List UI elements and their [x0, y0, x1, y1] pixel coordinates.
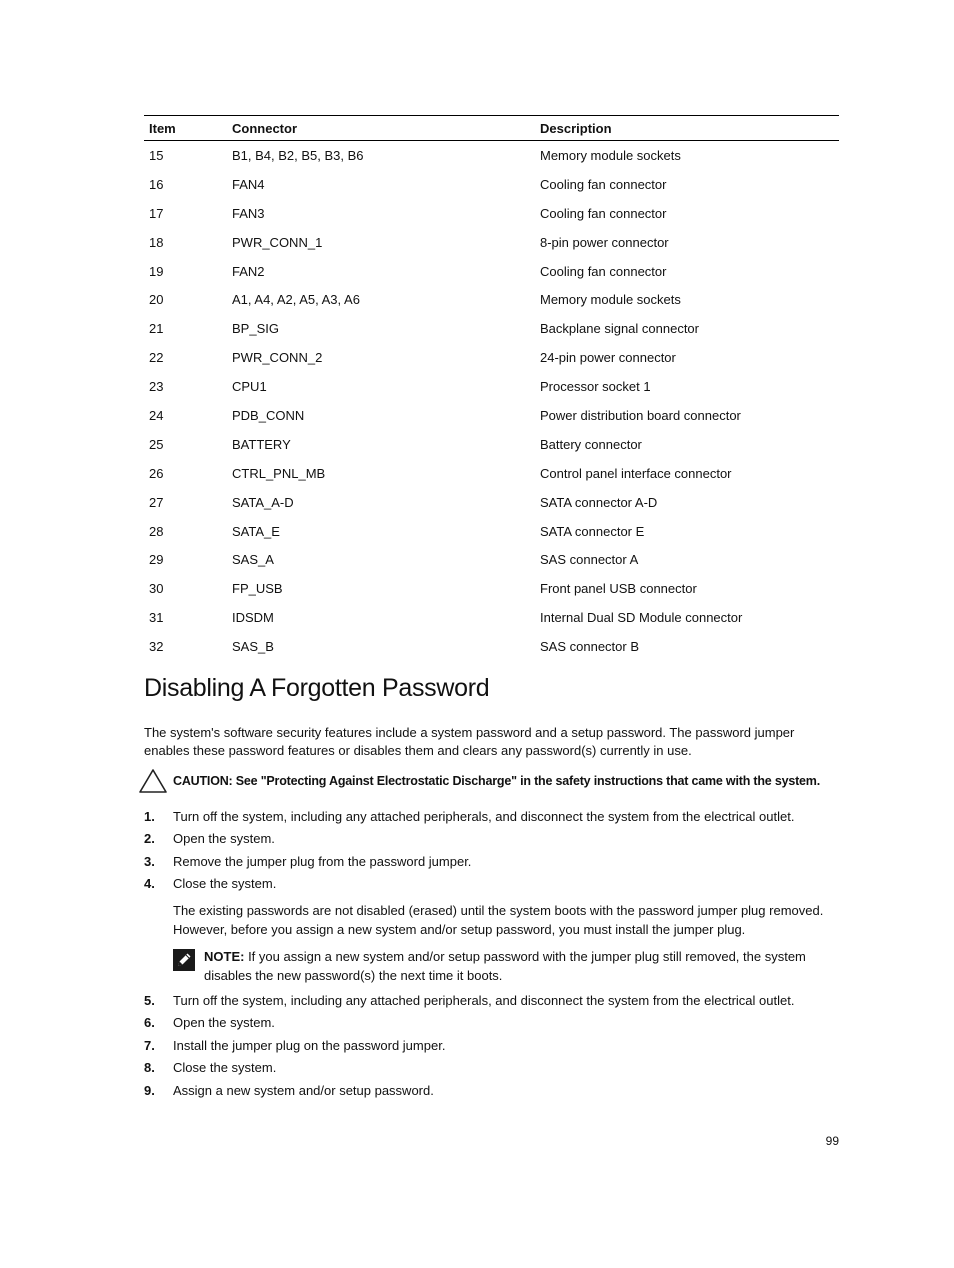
step-number: 9. — [144, 1082, 155, 1098]
cell-connector: SATA_E — [232, 523, 280, 539]
header-description: Description — [535, 116, 839, 141]
list-item — [144, 850, 839, 873]
step-text: Install the jumper plug on the password jumper. — [173, 1037, 446, 1053]
cell-description: SATA connector A-D — [540, 494, 658, 510]
table-header-row — [144, 116, 839, 141]
table-row — [144, 170, 839, 199]
connector-table — [144, 115, 839, 661]
section-title: Disabling A Forgotten Password — [144, 674, 490, 702]
cell-item: 27 — [149, 494, 164, 510]
cell-connector: CTRL_PNL_MB — [232, 465, 326, 481]
cell-item: 31 — [149, 610, 164, 626]
table-row — [144, 199, 839, 228]
cell-connector: FAN2 — [232, 263, 265, 279]
cell-item: 28 — [149, 523, 164, 539]
list-item — [144, 1012, 839, 1035]
cell-item: 22 — [149, 350, 164, 366]
cell-description: SAS connector B — [540, 639, 639, 655]
warning-triangle-icon — [138, 768, 168, 794]
step-text: Open the system. — [173, 831, 275, 847]
list-item — [144, 989, 839, 1012]
cell-connector: B1, B4, B2, B5, B3, B6 — [232, 147, 364, 163]
cell-connector: CPU1 — [232, 379, 267, 395]
table-row — [144, 632, 839, 661]
cell-connector: FAN4 — [232, 176, 265, 192]
cell-description: 8-pin power connector — [540, 234, 669, 250]
cell-description: Cooling fan connector — [540, 205, 667, 221]
note-text: If you assign a new system and/or setup password with the jumper plug still removed, the system disables the new password(s) the next time it boots. — [204, 949, 806, 983]
cell-description: Backplane signal connector — [540, 321, 699, 337]
cell-description: Internal Dual SD Module connector — [540, 610, 743, 626]
cell-description: Processor socket 1 — [540, 379, 651, 395]
table-row — [144, 401, 839, 430]
table-row — [144, 603, 839, 632]
cell-connector: PDB_CONN — [232, 407, 305, 423]
list-item — [144, 805, 839, 828]
cell-description: Battery connector — [540, 436, 642, 452]
cell-description: SATA connector E — [540, 523, 645, 539]
table-row — [144, 343, 839, 372]
table-row — [144, 257, 839, 286]
intro-paragraph: The system's software security features include a system password and a setup password. The password jumper enables these password features or disables them and clears any password(s) currently in use. — [144, 725, 795, 758]
cell-description: Memory module sockets — [540, 147, 681, 163]
step-text: Turn off the system, including any attached peripherals, and disconnect the system from the electrical outlet. — [173, 808, 795, 824]
note-pencil-icon — [173, 949, 195, 971]
cell-item: 17 — [149, 205, 164, 221]
cell-description: Cooling fan connector — [540, 263, 667, 279]
table-row — [144, 517, 839, 546]
step-number: 1. — [144, 808, 155, 824]
cell-description: Cooling fan connector — [540, 176, 667, 192]
step-text: Assign a new system and/or setup password. — [173, 1082, 434, 1098]
step-4-detail-text: The existing passwords are not disabled (erased) until the system boots with the password jumper plug removed. However, before you assign a new system and/or setup password, you must install the jumper plug. — [173, 903, 824, 937]
step-text: Open the system. — [173, 1015, 275, 1031]
cell-description: 24-pin power connector — [540, 350, 676, 366]
header-item: Item — [144, 116, 227, 141]
cell-connector: FP_USB — [232, 581, 283, 597]
cell-item: 16 — [149, 176, 164, 192]
table-body — [144, 141, 839, 662]
list-item — [144, 1057, 839, 1080]
table-row — [144, 430, 839, 459]
note-callout — [173, 947, 839, 985]
note-label: NOTE: — [204, 949, 245, 964]
cell-description: Memory module sockets — [540, 292, 681, 308]
table-row — [144, 488, 839, 517]
table-row — [144, 372, 839, 401]
cell-item: 20 — [149, 292, 164, 308]
cell-connector: PWR_CONN_2 — [232, 350, 323, 366]
cell-item: 30 — [149, 581, 164, 597]
step-text: Turn off the system, including any attached peripherals, and disconnect the system from the electrical outlet. — [173, 992, 795, 1008]
step-number: 7. — [144, 1037, 155, 1053]
step-number: 2. — [144, 831, 155, 847]
cell-item: 24 — [149, 407, 164, 423]
table-row — [144, 545, 839, 574]
step-text: Remove the jumper plug from the password jumper. — [173, 853, 472, 869]
table-row — [144, 459, 839, 488]
procedure-steps — [144, 805, 839, 1102]
cell-connector: SATA_A-D — [232, 494, 294, 510]
cell-item: 29 — [149, 552, 164, 568]
cell-item: 18 — [149, 234, 164, 250]
list-item — [144, 1034, 839, 1057]
cell-item: 23 — [149, 379, 164, 395]
step-text: Close the system. — [173, 876, 277, 892]
cell-item: 21 — [149, 321, 164, 337]
cell-item: 19 — [149, 263, 164, 279]
table-row — [144, 141, 839, 170]
cell-connector: SAS_B — [232, 639, 274, 655]
cell-connector: IDSDM — [232, 610, 274, 626]
cell-description: SAS connector A — [540, 552, 639, 568]
step-number: 8. — [144, 1060, 155, 1076]
page-number: 99 — [825, 1134, 839, 1148]
table-row — [144, 285, 839, 314]
cell-description: Power distribution board connector — [540, 407, 741, 423]
header-connector: Connector — [227, 116, 535, 141]
cell-item: 25 — [149, 436, 164, 452]
cell-item: 26 — [149, 465, 164, 481]
steps-group-a — [144, 805, 839, 895]
step-number: 6. — [144, 1015, 155, 1031]
steps-group-b — [144, 989, 839, 1102]
table-row — [144, 314, 839, 343]
cell-description: Front panel USB connector — [540, 581, 697, 597]
cell-connector: A1, A4, A2, A5, A3, A6 — [232, 292, 360, 308]
table-row — [144, 228, 839, 257]
cell-connector: SAS_A — [232, 552, 274, 568]
step-text: Close the system. — [173, 1060, 277, 1076]
step-4-detail — [144, 901, 839, 985]
list-item — [144, 1079, 839, 1102]
list-item — [144, 828, 839, 851]
caution-text: CAUTION: See "Protecting Against Electrostatic Discharge" in the safety instructions that came with the system. — [173, 774, 820, 788]
note-body — [204, 947, 839, 985]
cell-connector: BP_SIG — [232, 321, 279, 337]
cell-description: Control panel interface connector — [540, 465, 732, 481]
cell-connector: FAN3 — [232, 205, 265, 221]
cell-connector: PWR_CONN_1 — [232, 234, 323, 250]
table-row — [144, 574, 839, 603]
cell-item: 32 — [149, 639, 164, 655]
cell-item: 15 — [149, 147, 164, 163]
caution-callout — [138, 768, 838, 794]
step-number: 3. — [144, 853, 155, 869]
step-number: 5. — [144, 992, 155, 1008]
list-item — [144, 873, 839, 896]
step-number: 4. — [144, 876, 155, 892]
cell-connector: BATTERY — [232, 436, 291, 452]
